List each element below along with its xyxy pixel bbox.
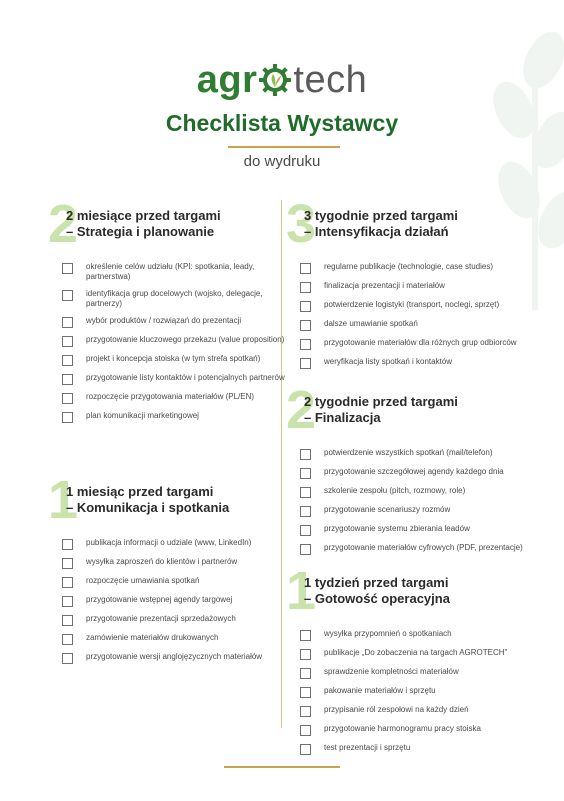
- checklist-item-label: przygotowanie materiałów cyfrowych (PDF, prezentacje): [324, 543, 523, 552]
- checklist-item: [62, 411, 292, 423]
- checkbox[interactable]: [300, 487, 311, 498]
- checkbox[interactable]: [300, 687, 311, 698]
- checklist-item: [62, 614, 292, 626]
- section-title-line2: – Finalizacja: [304, 410, 381, 425]
- checklist-item: [300, 486, 530, 498]
- page-title: Checklista Wystawcy: [165, 110, 399, 136]
- footer-rule: [224, 766, 340, 768]
- section-big-number: 1: [48, 470, 79, 530]
- checklist-item: [300, 724, 530, 736]
- checklist-item: [300, 543, 530, 555]
- section-big-number: 3: [286, 194, 317, 254]
- checklist-item: [300, 338, 530, 350]
- section-title-line1: 2 miesiące przed targami: [66, 208, 221, 223]
- checklist-item: [62, 557, 292, 569]
- section-big-number: 2: [48, 194, 79, 254]
- checklist-item-label: zamówienie materiałów drukowanych: [86, 633, 219, 642]
- checkbox[interactable]: [300, 263, 311, 274]
- checklist-item: [300, 705, 530, 717]
- checkbox[interactable]: [62, 355, 73, 366]
- checkbox[interactable]: [300, 525, 311, 536]
- checkbox[interactable]: [300, 339, 311, 350]
- agrotech-logo: [0, 58, 564, 102]
- checklist-item: [62, 652, 292, 664]
- checkbox[interactable]: [62, 412, 73, 423]
- checklist-item-label: wysyłka zaproszeń do klientów i partnerów: [86, 557, 238, 566]
- checklist-item: [62, 373, 292, 385]
- section-title: [300, 394, 530, 426]
- checkbox[interactable]: [62, 558, 73, 569]
- checklist-item-label: potwierdzenie logistyki (transport, noclegi, sprzęt): [324, 300, 500, 309]
- section-2-months: [48, 194, 292, 430]
- checklist-item: [300, 300, 530, 312]
- checklist-item: [62, 262, 292, 282]
- checklist-item: [62, 633, 292, 645]
- checkbox[interactable]: [300, 506, 311, 517]
- section-title-line2: – Intensyfikacja działań: [304, 224, 449, 239]
- checklist-item: [300, 648, 530, 660]
- section-title-line1: 2 tygodnie przed targami: [304, 394, 458, 409]
- checklist-item: [62, 392, 292, 404]
- checkbox[interactable]: [300, 320, 311, 331]
- checklist-item: [62, 595, 292, 607]
- checkbox[interactable]: [300, 301, 311, 312]
- checklist: [300, 629, 530, 755]
- checklist-item-label: przygotowanie szczegółowej agendy każdego dnia: [324, 467, 504, 476]
- checkbox[interactable]: [62, 263, 73, 274]
- checklist-item-label: rozpoczęcie umawiania spotkań: [86, 576, 200, 585]
- checkbox[interactable]: [62, 393, 73, 404]
- checklist-item-label: sprawdzenie kompletności materiałów: [324, 667, 459, 676]
- section-title: [300, 575, 530, 607]
- checklist-item-label: wybór produktów / rozwiązań do prezentacji: [86, 316, 242, 325]
- logo-text-right: tech: [293, 59, 368, 101]
- checklist-item-label: test prezentacji i sprzętu: [324, 743, 411, 752]
- checkbox[interactable]: [62, 317, 73, 328]
- checklist-item-label: wysyłka przypomnień o spotkaniach: [324, 629, 452, 638]
- section-title-line1: 1 miesiąc przed targami: [66, 484, 214, 499]
- checklist-item-label: przygotowanie materiałów dla różnych grup odbiorców: [324, 338, 517, 347]
- checklist-item: [300, 524, 530, 536]
- gear-leaf-icon: [258, 63, 292, 97]
- section-big-number: 2: [286, 380, 317, 440]
- checklist-item: [300, 686, 530, 698]
- checklist-item-label: przygotowanie prezentacji sprzedażowych: [86, 614, 236, 623]
- checklist-item-label: przygotowanie harmonogramu pracy stoiska: [324, 724, 481, 733]
- section-title-line1: 3 tygodnie przed targami: [304, 208, 458, 223]
- checklist-item-label: weryfikacja listy spotkań i kontaktów: [324, 357, 453, 366]
- checklist-item-label: przygotowanie listy kontaktów i potencjalnych partnerów: [86, 373, 285, 382]
- checklist-item: [300, 667, 530, 679]
- checkbox[interactable]: [300, 706, 311, 717]
- section-title-line2: – Strategia i planowanie: [66, 224, 215, 239]
- checkbox[interactable]: [300, 449, 311, 460]
- section-2-weeks: [286, 380, 530, 562]
- checkbox[interactable]: [300, 468, 311, 479]
- checklist-item-label: publikacja informacji o udziale (www, LinkedIn): [86, 538, 252, 547]
- checkbox[interactable]: [300, 649, 311, 660]
- checklist-item-label: przypisanie ról zespołowi na każdy dzień: [324, 705, 469, 714]
- checklist-item-label: identyfikacja grup docelowych (wojsko, delegacje, partnerzy): [86, 289, 263, 308]
- checklist-item-label: projekt i koncepcja stoiska (w tym strefa spotkań): [86, 354, 261, 363]
- checklist-item: [300, 743, 530, 755]
- checklist-item: [62, 335, 292, 347]
- checkbox[interactable]: [62, 336, 73, 347]
- checkbox[interactable]: [300, 544, 311, 555]
- checkbox[interactable]: [62, 539, 73, 550]
- checklist-item-label: przygotowanie wersji anglojęzycznych materiałów: [86, 652, 263, 661]
- checkbox[interactable]: [300, 668, 311, 679]
- section-title-line1: 1 tydzień przed targami: [304, 575, 449, 590]
- checklist-item: [300, 262, 530, 274]
- checkbox[interactable]: [62, 634, 73, 645]
- checkbox[interactable]: [62, 653, 73, 664]
- checklist-item: [300, 319, 530, 331]
- checkbox[interactable]: [300, 358, 311, 369]
- checklist-item-label: dalsze umawianie spotkań: [324, 319, 418, 328]
- checklist-item: [300, 505, 530, 517]
- checklist-item-label: potwierdzenie wszystkich spotkań (mail/telefon): [324, 448, 493, 457]
- checkbox[interactable]: [300, 630, 311, 641]
- checklist-item: [300, 467, 530, 479]
- section-title: [300, 208, 530, 240]
- section-title-line2: – Komunikacja i spotkania: [66, 500, 230, 515]
- checklist: [300, 448, 530, 555]
- checklist-item: [62, 538, 292, 550]
- checkbox[interactable]: [62, 374, 73, 385]
- checklist-item-label: określenie celów udziału (KPI: spotkania, leady, partnerstwa): [86, 262, 255, 281]
- checklist-item-label: przygotowanie wstępnej agendy targowej: [86, 595, 233, 604]
- checklist-item-label: przygotowanie systemu zbierania leadów: [324, 524, 470, 533]
- checklist-item: [300, 281, 530, 293]
- logo-text-left: agr: [196, 59, 258, 101]
- title-underline: [228, 146, 340, 148]
- checklist-item: [62, 576, 292, 588]
- checklist-item-label: regularne publikacje (technologie, case studies): [324, 262, 493, 271]
- checklist: [300, 262, 530, 369]
- checklist: [62, 262, 292, 423]
- section-title: [62, 208, 292, 240]
- section-title-line2: – Gotowość operacyjna: [304, 591, 450, 606]
- checklist-item-label: finalizacja prezentacji i materiałów: [324, 281, 445, 290]
- checklist-item-label: rozpoczęcie przygotowania materiałów (PL/EN): [86, 392, 255, 401]
- checklist-item-label: pakowanie materiałów i sprzętu: [324, 686, 436, 695]
- checklist-item: [300, 448, 530, 460]
- checklist-item: [62, 316, 292, 328]
- section-1-month: [48, 470, 292, 671]
- checklist-item: [300, 357, 530, 369]
- checkbox[interactable]: [62, 615, 73, 626]
- checkbox[interactable]: [62, 290, 73, 301]
- checklist-item: [62, 354, 292, 366]
- section-1-week: [286, 561, 530, 762]
- checkbox[interactable]: [300, 725, 311, 736]
- section-title: [62, 484, 292, 516]
- checklist-item: [300, 629, 530, 641]
- checklist: [62, 538, 292, 664]
- section-3-weeks: [286, 194, 530, 376]
- section-big-number: 1: [286, 561, 317, 621]
- checkbox[interactable]: [62, 577, 73, 588]
- checklist-item-label: przygotowanie scenariuszy rozmów: [324, 505, 451, 514]
- checkbox[interactable]: [300, 744, 311, 755]
- checklist-item-label: szkolenie zespołu (pitch, rozmowy, role): [324, 486, 466, 495]
- checklist-item-label: plan komunikacji marketingowej: [86, 411, 199, 420]
- checklist-item-label: przygotowanie kluczowego przekazu (value proposition): [86, 335, 285, 344]
- checklist-item: [62, 289, 292, 309]
- page-subtitle: do wydruku: [243, 153, 321, 170]
- checkbox[interactable]: [62, 596, 73, 607]
- checkbox[interactable]: [300, 282, 311, 293]
- checklist-item-label: publikacje „Do zobaczenia na targach AGROTECH": [324, 648, 508, 657]
